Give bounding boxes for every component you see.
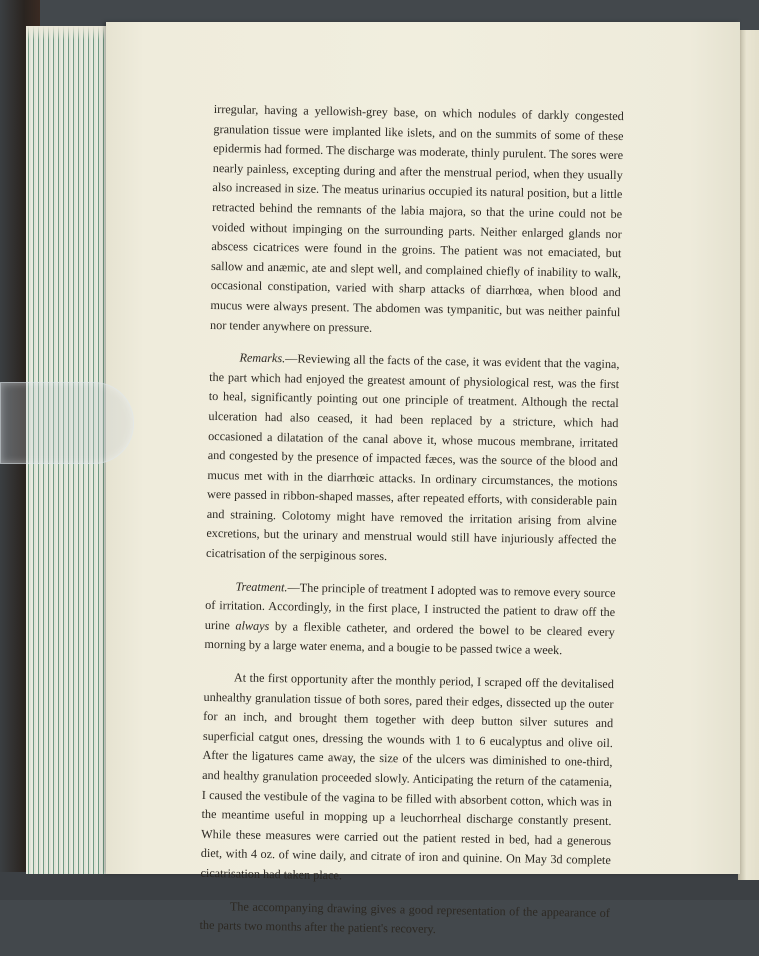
emphasis-always: always bbox=[235, 618, 270, 633]
paragraph-text: irregular, having a yellowish-grey base, on which nodules of darkly congested granulation tissue were implanted like islets, and on the summits of some of these epidermis had formed. The discharge was moderate, thinly purulent. The sores were nearly painless, excepting during and after the menstrual period, when they usually also increased in size. The meatus urinarius occupied its natural position, but a little retracted behind the remnants of the labia majora, so that the urine could not be voided without impinging on the surrounding parts. Neither enlarged glands nor abscess cicatrices were found in the groins. The patient was not emaciated, but sallow and anæmic, ate and slept well, and complained chiefly of inability to walk, occasional constipation, varied with sharp attacks of diarrhœa, when blood and mucus were always present. The abdomen was tympanitic, but was neither painful nor tender anywhere on pressure. bbox=[209, 101, 624, 335]
paragraph-text: At the first opportunity after the monthly period, I scraped off the devitalised unhealthy granulation tissue of both sores, pared their edges, dissected up the outer for an inch, and brought them together with deep button silver sutures and superficial catgut ones, dressing the wounds with 1 to 6 eucalyptus and olive oil. After the ligatures came away, the size of the ulcers was diminished to one-third, and healthy granulation proceeded slowly. Anticipating the return of the catamenia, I caused the vestibule of the vagina to be filled with absorbent cotton, which was in the meantime useful in mopping up a leuchorrheal discharge constantly present. While these measures were carried out the patient rested in bed, had a generous diet, with 4 oz. of wine daily, and citrate of iron and quinine. On May 3d complete cicatrisation had taken place. bbox=[200, 670, 614, 883]
page-text-body bbox=[199, 100, 624, 956]
paragraph-text: —Reviewing all the facts of the case, it was evident that the vagina, the part which had enjoyed the greatest amount of physiological rest, was the first to heal, significantly pointing out one principle of treatment. Although the rectal ulceration had also ceased, it had been replaced by a stricture, which had occasioned a dilatation of the canal above it, whose mucous membrane, irritated and congested by the presence of impacted fæces, was the source of the blood and mucus met with in the diarrhœic attacks. In ordinary circumstances, the motions were passed in ribbon-shaped masses, after repeated efforts, with considerable pain and straining. Colotomy might have removed the irritation arising from alvine excretions, but the urinary and menstrual would still have injuriously affected the cicatrisation of the serpiginous sores. bbox=[205, 351, 620, 564]
glass-page-weight bbox=[0, 382, 134, 464]
paragraph-text: by a flexible catheter, and ordered the bowel to be cleared every morning by a large water enema, and a bougie to be passed twice a week. bbox=[204, 618, 615, 658]
paragraph-description bbox=[210, 100, 624, 342]
paragraph-remarks bbox=[206, 348, 620, 571]
facing-page-edge bbox=[738, 30, 759, 880]
paragraph-text: The accompanying drawing gives a good representation of the appearance of the parts two months after the patient's recovery. bbox=[199, 898, 611, 937]
remarks-heading: Remarks. bbox=[239, 350, 286, 366]
treatment-heading: Treatment. bbox=[235, 579, 288, 595]
paragraph-text: —The principle of treatment I adopted was to remove every source of irritation. Accordingly, in the first place, I instructed the patient to draw off the urine bbox=[204, 580, 616, 633]
paragraph-treatment bbox=[204, 577, 615, 663]
paragraph-conclusion bbox=[199, 896, 610, 942]
paragraph-procedure bbox=[200, 668, 614, 891]
